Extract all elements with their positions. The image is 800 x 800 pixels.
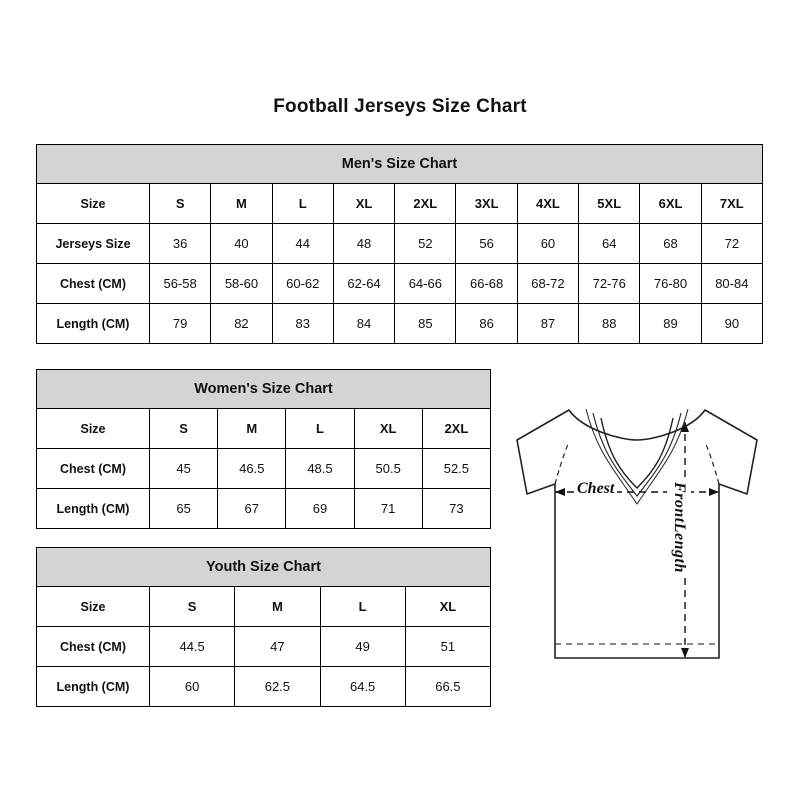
table-cell: 60: [517, 224, 578, 264]
row-header: Length (CM): [37, 667, 150, 707]
table-cell: 51: [405, 627, 490, 667]
table-cell: 73: [422, 489, 490, 529]
row-header: Chest (CM): [37, 449, 150, 489]
column-header: XL: [405, 587, 490, 627]
table-cell: 65: [150, 489, 218, 529]
mens-size-chart: [36, 144, 763, 344]
table-cell: 72: [701, 224, 762, 264]
table-cell: 49: [320, 627, 405, 667]
table-row: [37, 409, 491, 449]
row-header: Size: [37, 409, 150, 449]
table-cell: 56-58: [150, 264, 211, 304]
table-cell: 83: [272, 304, 333, 344]
table-cell: 64: [579, 224, 640, 264]
table-row: [37, 304, 763, 344]
table-caption: Men's Size Chart: [37, 145, 763, 184]
table-cell: 60: [150, 667, 235, 707]
table-cell: 86: [456, 304, 517, 344]
column-header: XL: [354, 409, 422, 449]
table-cell: 60-62: [272, 264, 333, 304]
youth-size-table: [36, 547, 491, 707]
table-cell: 36: [150, 224, 211, 264]
table-cell: 68-72: [517, 264, 578, 304]
column-header: M: [211, 184, 272, 224]
table-cell: 68: [640, 224, 701, 264]
table-cell: 46.5: [218, 449, 286, 489]
table-caption: Women's Size Chart: [37, 370, 491, 409]
table-cell: 58-60: [211, 264, 272, 304]
chest-measure-label: Chest: [574, 480, 617, 498]
column-header: M: [235, 587, 320, 627]
mens-table-body: [37, 145, 763, 344]
table-row: [37, 627, 491, 667]
table-cell: 44.5: [150, 627, 235, 667]
table-cell: 90: [701, 304, 762, 344]
table-row: [37, 489, 491, 529]
table-cell: 44: [272, 224, 333, 264]
table-row: [37, 224, 763, 264]
table-cell: 48.5: [286, 449, 354, 489]
column-header: L: [286, 409, 354, 449]
womens-size-table: [36, 369, 491, 529]
table-cell: 80-84: [701, 264, 762, 304]
row-header: Size: [37, 587, 150, 627]
column-header: 2XL: [395, 184, 456, 224]
table-row: [37, 264, 763, 304]
table-cell: 52: [395, 224, 456, 264]
row-header: Size: [37, 184, 150, 224]
table-caption-row: [37, 370, 491, 409]
row-header: Chest (CM): [37, 627, 150, 667]
row-header: Chest (CM): [37, 264, 150, 304]
table-cell: 88: [579, 304, 640, 344]
table-cell: 62.5: [235, 667, 320, 707]
column-header: 7XL: [701, 184, 762, 224]
column-header: S: [150, 409, 218, 449]
table-cell: 45: [150, 449, 218, 489]
column-header: 3XL: [456, 184, 517, 224]
table-cell: 66-68: [456, 264, 517, 304]
table-cell: 50.5: [354, 449, 422, 489]
column-header: 5XL: [579, 184, 640, 224]
table-cell: 82: [211, 304, 272, 344]
table-cell: 66.5: [405, 667, 490, 707]
column-header: L: [320, 587, 405, 627]
jersey-measurement-diagram: [497, 396, 777, 686]
table-caption: Youth Size Chart: [37, 548, 491, 587]
mens-size-table: [36, 144, 763, 344]
row-header: Length (CM): [37, 489, 150, 529]
column-header: M: [218, 409, 286, 449]
column-header: 4XL: [517, 184, 578, 224]
page-title: Football Jerseys Size Chart: [273, 96, 527, 117]
table-row: [37, 587, 491, 627]
table-cell: 71: [354, 489, 422, 529]
table-row: [37, 449, 491, 489]
table-cell: 87: [517, 304, 578, 344]
table-row: [37, 667, 491, 707]
table-cell: 47: [235, 627, 320, 667]
column-header: S: [150, 184, 211, 224]
table-cell: 64-66: [395, 264, 456, 304]
table-caption-row: [37, 548, 491, 587]
column-header: L: [272, 184, 333, 224]
front-length-measure-label: FrontLength: [667, 482, 691, 573]
column-header: 2XL: [422, 409, 490, 449]
youth-size-chart: [36, 547, 491, 707]
table-cell: 79: [150, 304, 211, 344]
womens-size-chart: [36, 369, 491, 529]
table-caption-row: [37, 145, 763, 184]
table-cell: 56: [456, 224, 517, 264]
table-cell: 72-76: [579, 264, 640, 304]
table-cell: 40: [211, 224, 272, 264]
womens-table-body: [37, 370, 491, 529]
table-cell: 62-64: [333, 264, 394, 304]
table-cell: 52.5: [422, 449, 490, 489]
table-cell: 48: [333, 224, 394, 264]
column-header: S: [150, 587, 235, 627]
table-cell: 85: [395, 304, 456, 344]
row-header: Length (CM): [37, 304, 150, 344]
table-cell: 64.5: [320, 667, 405, 707]
column-header: 6XL: [640, 184, 701, 224]
row-header: Jerseys Size: [37, 224, 150, 264]
table-cell: 84: [333, 304, 394, 344]
column-header: XL: [333, 184, 394, 224]
table-cell: 76-80: [640, 264, 701, 304]
table-cell: 67: [218, 489, 286, 529]
table-row: [37, 184, 763, 224]
table-cell: 69: [286, 489, 354, 529]
table-cell: 89: [640, 304, 701, 344]
jersey-outline-icon: [497, 396, 777, 686]
youth-table-body: [37, 548, 491, 707]
